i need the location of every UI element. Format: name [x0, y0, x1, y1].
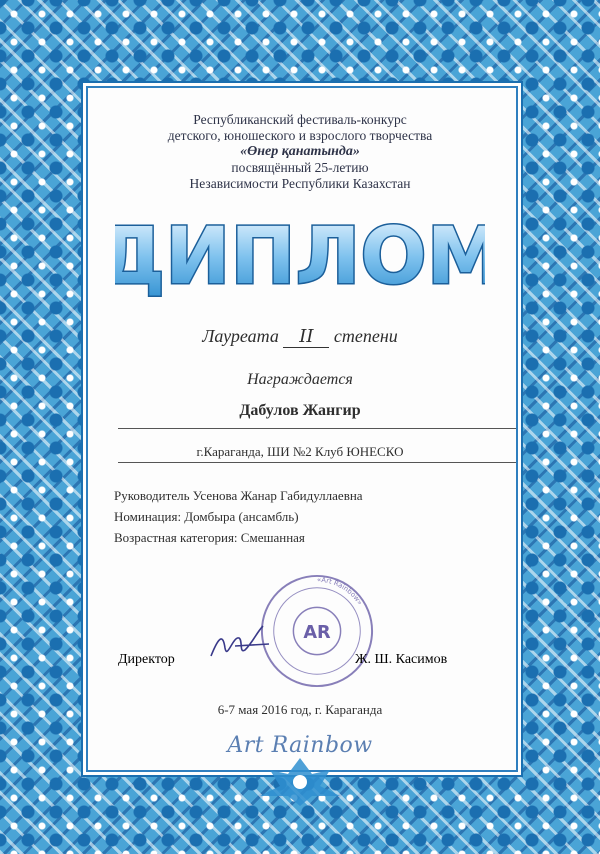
- age-category-line: Возрастная категория: Смешанная: [114, 530, 305, 545]
- brand-name: Art Rainbow: [227, 733, 373, 758]
- laureate-degree: II: [283, 326, 329, 348]
- leader-line: Руководитель Усенова Жанар Габидуллаевна: [114, 488, 363, 503]
- seal-ring-text: «Art Rainbow»: [316, 575, 364, 607]
- diploma-title-text: ДИПЛОМ: [115, 212, 485, 302]
- festival-header: [0, 112, 600, 192]
- laureate-suffix: степени: [333, 326, 398, 346]
- director-row: [0, 652, 600, 676]
- seal-center-text: AR: [303, 622, 331, 643]
- diploma-title-art: [115, 205, 485, 305]
- diploma-title: [115, 205, 485, 305]
- header-line-2: детского, юношеского и взрослого творчества: [167, 128, 433, 143]
- details-block: [114, 485, 514, 548]
- header-line-5: Независимости Республики Казахстан: [189, 176, 411, 191]
- header-line-4: посвящённый 25-летию: [231, 160, 369, 175]
- institution-underline: [118, 462, 516, 463]
- director-name: Ж. Ш. Касимов: [355, 652, 448, 667]
- recipient-name: Дабулов Жангир: [239, 402, 361, 419]
- laureate-prefix: Лауреата: [202, 326, 279, 346]
- director-label: Директор: [118, 652, 175, 667]
- header-line-1: Республиканский фестиваль-конкурс: [193, 112, 407, 127]
- laureate-line: [0, 326, 600, 348]
- recipient-underline: [118, 428, 516, 429]
- date-place: 6-7 мая 2016 год, г. Караганда: [217, 702, 383, 717]
- nomination-line: Номинация: Домбыра (ансамбль): [114, 509, 299, 524]
- awarded-label: Награждается: [247, 371, 353, 388]
- bottom-ornament-icon: [250, 752, 350, 808]
- institution: г.Караганда, ШИ №2 Клуб ЮНЕСКО: [196, 444, 404, 459]
- festival-name: «Өнер қанатында»: [240, 144, 360, 159]
